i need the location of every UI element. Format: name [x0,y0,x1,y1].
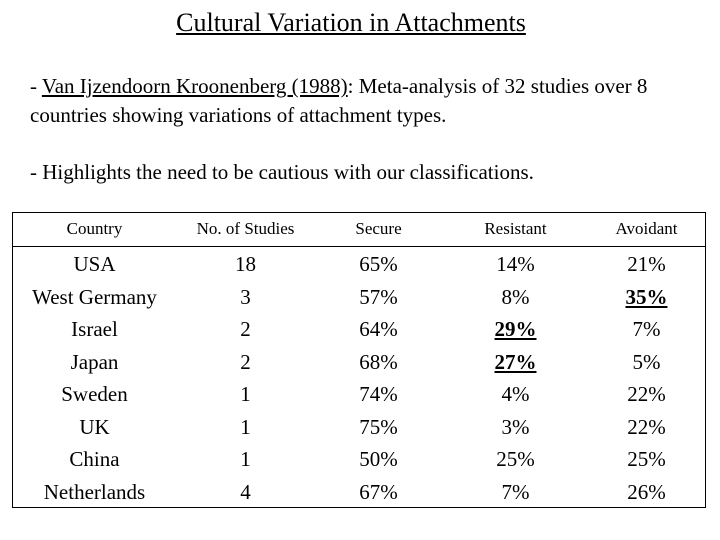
studies-column [176,213,315,244]
cell-resistant: 25% [496,447,535,471]
header-secure: Secure [355,219,402,238]
cell-studies: 3 [240,284,251,309]
cell-secure: 68% [359,349,398,374]
intro-text: : Meta-analysis of 32 studies over 8 countries showing variations of attachment types. [30,74,648,127]
cell-resistant-highlighted: 29% [494,317,537,341]
cell-country: Netherlands [43,479,146,504]
intro-dash: - [30,74,42,98]
cell-avoidant: 26% [627,479,666,504]
country-values [13,248,176,508]
cell-country: Sweden [61,382,128,406]
cell-studies: 1 [240,447,251,471]
cell-studies: 1 [240,414,251,439]
cell-studies: 2 [240,349,251,374]
cell-secure: 65% [359,252,398,276]
cell-secure: 74% [359,382,398,406]
cell-secure: 57% [359,284,398,309]
cell-country: Japan [70,349,119,374]
header-resistant: Resistant [484,219,547,238]
cell-country: West Germany [32,284,157,309]
country-column [13,213,176,244]
cell-secure: 67% [359,479,398,504]
attachment-table [12,212,706,508]
cell-avoidant: 21% [627,252,666,276]
secure-column [315,213,442,244]
header-avoidant: Avoidant [615,219,678,238]
studies-values [176,248,315,508]
cell-avoidant: 5% [632,349,661,374]
cell-secure: 64% [359,317,398,341]
cell-avoidant: 22% [627,382,666,406]
cell-country: China [69,447,120,471]
secure-values [315,248,442,508]
cell-resistant-highlighted: 27% [494,349,537,374]
cell-resistant: 4% [501,382,530,406]
header-country: Country [66,219,123,238]
study-reference: Van Ijzendoorn Kroonenberg (1988) [41,74,348,98]
cell-secure: 50% [359,447,398,471]
cell-resistant: 8% [501,284,530,309]
cell-studies: 18 [235,252,256,276]
cell-avoidant: 7% [632,317,661,341]
cell-avoidant: 22% [627,414,666,439]
cell-studies: 4 [240,479,251,504]
header-studies: No. of Studies [196,219,295,238]
cell-studies: 2 [240,317,251,341]
cell-avoidant: 25% [627,447,666,471]
avoidant-column [589,213,704,244]
resistant-column [442,213,589,244]
avoidant-values [589,248,704,508]
cell-resistant: 7% [501,479,530,504]
caution-paragraph: - Highlights the need to be cautious with our classifications. [30,160,534,184]
cell-resistant: 3% [501,414,530,439]
cell-resistant: 14% [496,252,535,276]
cell-secure: 75% [359,414,398,439]
intro-paragraph [30,72,700,130]
cell-avoidant-highlighted: 35% [625,284,668,309]
cell-country: Israel [71,317,118,341]
cell-country: USA [73,252,116,276]
header-divider [13,246,705,247]
resistant-values [442,248,589,508]
cell-country: UK [79,414,110,439]
cell-studies: 1 [240,382,251,406]
slide-title: Cultural Variation in Attachments [176,8,526,37]
